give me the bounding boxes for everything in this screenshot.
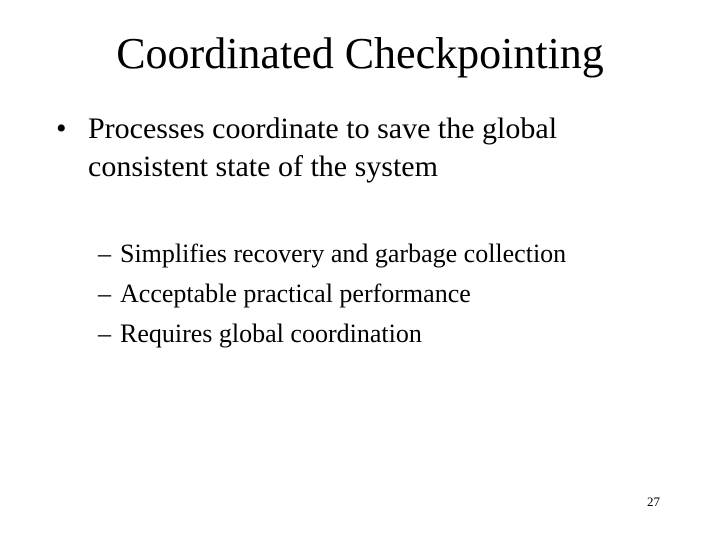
sub-bullet-text: Simplifies recovery and garbage collection <box>120 239 567 268</box>
main-bullet <box>56 110 656 186</box>
bullet-text: Processes coordinate to save the global consistent state of the system <box>88 112 558 183</box>
sub-bullet-text: Acceptable practical performance <box>120 279 471 308</box>
sub-bullet-item <box>98 314 678 354</box>
sub-bullet-text: Requires global coordination <box>120 319 422 348</box>
slide-title: Coordinated Checkpointing <box>116 29 604 78</box>
sub-bullet-marker: – <box>98 239 111 268</box>
sub-bullet-list <box>98 234 678 354</box>
sub-bullet-item <box>98 234 678 274</box>
sub-bullet-marker: – <box>98 319 111 348</box>
page-number: 27 <box>647 494 660 509</box>
sub-bullet-item <box>98 274 678 314</box>
sub-bullet-marker: – <box>98 279 111 308</box>
bullet-marker: • <box>56 112 67 145</box>
